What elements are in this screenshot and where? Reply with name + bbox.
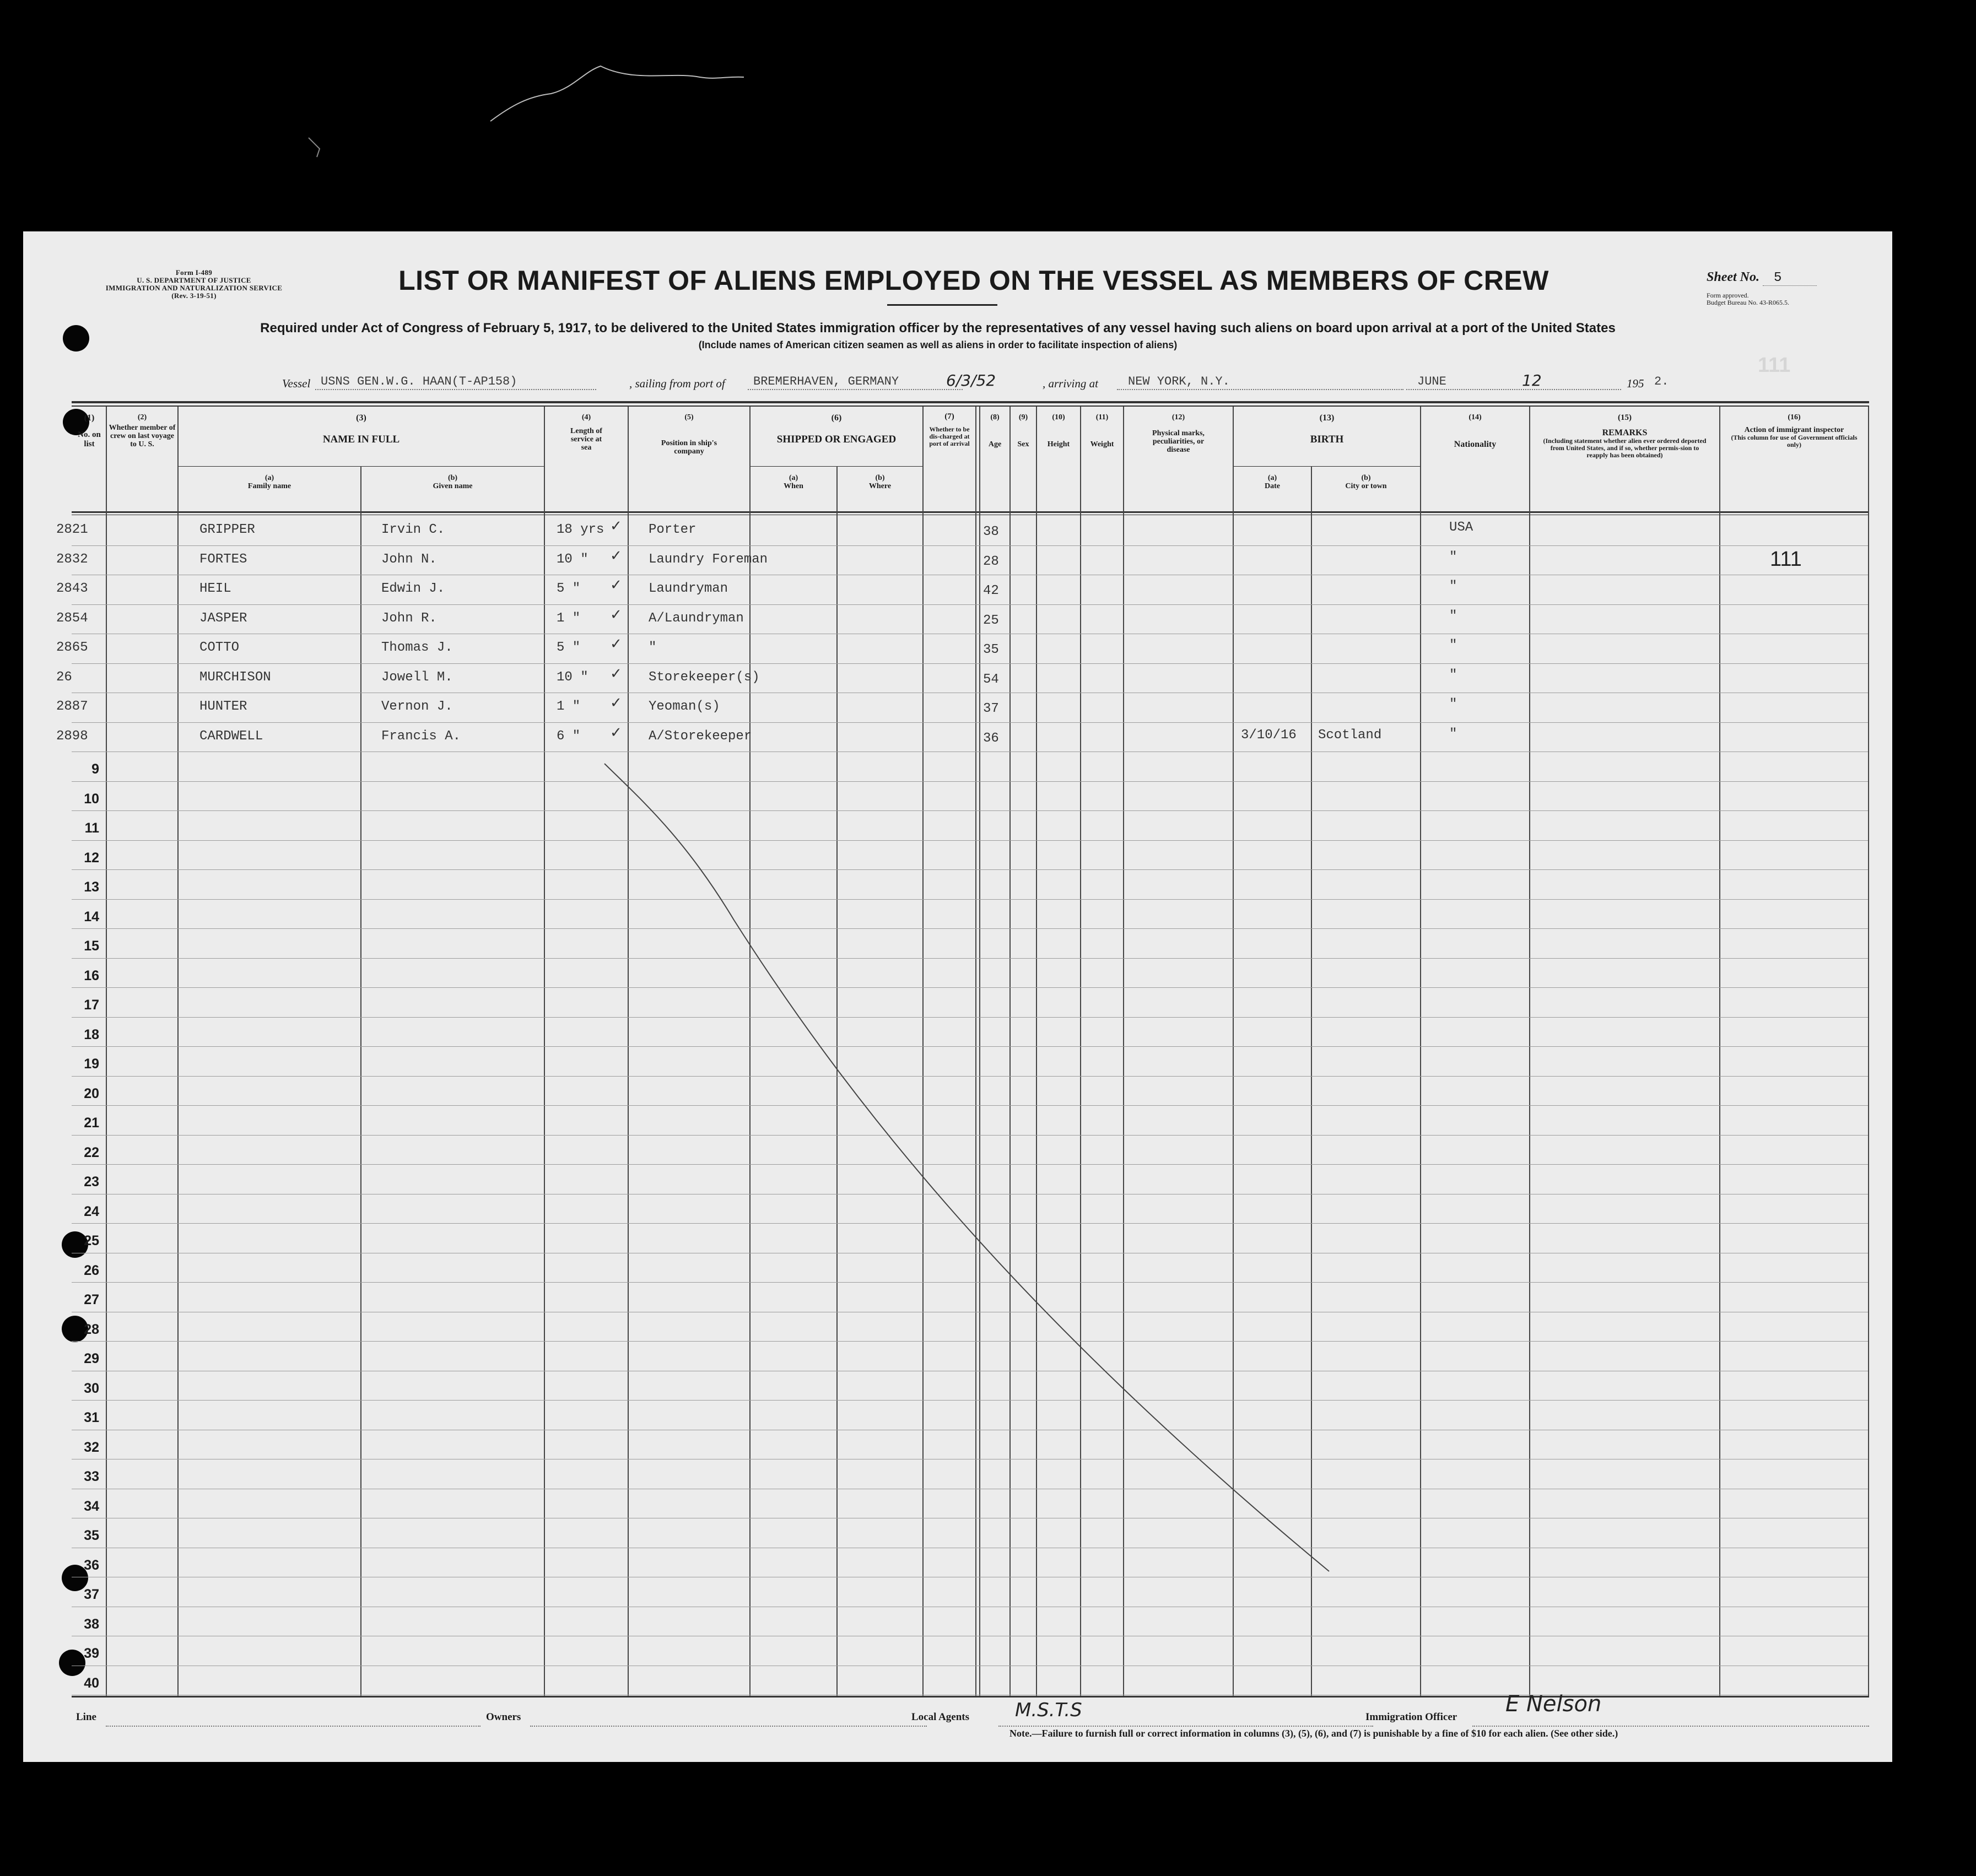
col7-number: (7) [944,412,954,421]
given-name: Edwin J. [381,581,445,596]
check-mark: ✓ [610,724,622,741]
age: 35 [983,642,999,657]
given-name: John R. [381,610,437,626]
owners-label: Owners [486,1711,521,1723]
ship-position: Laundry Foreman [649,552,768,567]
scratch-mark [0,0,1976,231]
col14-label: Nationality [1454,440,1497,449]
given-name: John N. [381,552,437,567]
line-number: 26 [56,669,72,685]
family-name: GRIPPER [199,522,255,537]
nationality: USA [1449,520,1473,535]
cancel-line [23,231,1892,1762]
row-number: 29 [84,1351,99,1366]
legal-requirement: Required under Act of Congress of February 5, 1917, to be delivered to the United States immigration officer by the representatives of any vessel having such aliens on board upon arrival at a port of the United States [260,321,1616,336]
check-mark: ✓ [610,547,622,564]
form-title: LIST OR MANIFEST OF ALIENS EMPLOYED ON THE VESSEL AS MEMBERS OF CREW [398,265,1549,296]
row-number: 33 [84,1469,99,1484]
ship-position: Storekeeper(s) [649,669,760,685]
age: 37 [983,701,999,716]
sailing-date: 6/3/52 [946,371,996,390]
check-mark: ✓ [610,636,622,652]
age: 38 [983,525,999,539]
ship-position: Laundryman [649,581,728,596]
family-name: FORTES [199,552,247,567]
col11-number: (11) [1095,413,1109,421]
row-number: 11 [84,820,99,836]
line-number: 2865 [56,640,88,655]
row-number: 40 [84,1675,99,1691]
family-name: CARDWELL [199,728,263,744]
col10-number: (10) [1052,413,1065,421]
row-number: 25 [84,1233,99,1248]
check-mark: ✓ [610,665,622,682]
row-number: 37 [84,1587,99,1602]
given-name: Irvin C. [381,522,445,537]
line-number: 2854 [56,610,88,626]
birth-place: Scotland [1318,727,1382,743]
family-name: MURCHISON [199,669,271,685]
nationality: " [1449,549,1457,565]
ship-position: Yeoman(s) [649,699,720,714]
include-note: (Include names of American citizen seamen as well as aliens in order to facilitate inspection of aliens) [698,339,1178,350]
family-name: JASPER [199,610,247,626]
given-name: Francis A. [381,728,461,744]
sheet-label: Sheet No. [1707,270,1759,284]
given-name: Jowell M. [381,669,453,685]
ship-position: " [649,640,657,655]
col14-number: (14) [1468,413,1482,421]
col15-subtext: (Including statement whether alien ever ordered deported from United States, and if so, whether permis-sion to reapply has been obtained) [1543,437,1707,459]
col13a-header: (a) Date [1265,474,1280,490]
nationality: " [1449,697,1457,712]
row-number: 21 [84,1115,99,1131]
nationality: " [1449,608,1457,624]
row-number: 15 [84,938,99,954]
check-mark: ✓ [610,518,622,534]
row-number: 36 [84,1557,99,1573]
col16-number: (16) [1788,413,1801,421]
row-number: 39 [84,1646,99,1661]
check-mark: ✓ [610,577,622,593]
line-number: 2843 [56,581,88,596]
col8-label: Age [988,440,1002,448]
line-number: 2898 [56,728,88,744]
row-number: 38 [84,1616,99,1632]
year-prefix: 195 [1627,377,1644,390]
age: 28 [983,554,999,569]
ship-position: A/Laundryman [649,610,744,626]
service-length: 5 " [557,581,581,596]
department: U. S. DEPARTMENT OF JUSTICE [137,276,251,284]
col6b-header: (b) Where [868,474,892,490]
col12-number: (12) [1171,413,1185,421]
col11-label: Weight [1090,440,1114,448]
row-number: 28 [84,1321,99,1337]
service-length: 1 " [557,610,581,626]
family-name: HEIL [199,581,231,596]
line-number: 2832 [56,552,88,567]
col2-number: (2) [137,413,147,421]
service-length: 10 " [557,552,589,567]
given-name: Vernon J. [381,699,453,714]
age: 42 [983,583,999,598]
col16-label: Action of immigrant inspector [1744,426,1844,434]
arrival-port: NEW YORK, N.Y. [1128,375,1230,388]
row-number: 9 [91,761,99,777]
row-number: 35 [84,1528,99,1543]
col3b-header: (b) Given name [433,474,473,490]
row-number: 19 [84,1056,99,1072]
nationality: " [1449,667,1457,683]
row-number: 18 [84,1026,99,1042]
form-number: Form I-489 [175,268,213,277]
row-number: 22 [84,1144,99,1160]
vessel-label: Vessel [282,377,311,390]
age: 25 [983,613,999,628]
row-number: 14 [84,909,99,925]
col15-number: (15) [1618,413,1632,422]
penalty-note: Note.—Failure to furnish full or correct information in columns (3), (5), (6), and (7) is punishable by a fine of $10 for each alien. (See other side.) [1009,1728,1618,1739]
col6-number: (6) [831,413,842,423]
service: IMMIGRATION AND NATURALIZATION SERVICE [105,284,283,292]
col5-number: (5) [684,413,694,421]
row-number: 31 [84,1410,99,1425]
col1-label: No. on list [78,430,101,448]
family-name: HUNTER [199,699,247,714]
col10-label: Height [1047,440,1070,448]
age: 54 [983,672,999,687]
col8-number: (8) [990,413,1000,421]
service-length: 18 yrs [557,522,604,537]
row-number: 10 [84,791,99,807]
line-label: Line [76,1711,96,1723]
col5-label: Position in ship's company [661,439,717,456]
col3-number: (3) [356,413,366,423]
ship-position: Porter [649,522,697,537]
col9-label: Sex [1017,440,1029,448]
col3a-header: (a) Family name [247,474,291,490]
check-mark: ✓ [610,606,622,623]
agents-value: M.S.T.S [1015,1699,1082,1721]
manifest-sheet [23,231,1892,1762]
line-number: 2887 [56,699,88,714]
col16-subtext: (This column for use of Government officials only) [1731,434,1858,448]
nationality: " [1449,579,1457,594]
year-suffix: 2. [1654,375,1669,388]
birth-date: 3/10/16 [1241,727,1297,743]
service-length: 5 " [557,640,581,655]
service-length: 6 " [557,728,581,744]
ship-position: A/Storekeeper [649,728,752,744]
service-length: 1 " [557,699,581,714]
nationality: " [1449,638,1457,653]
vessel-name: USNS GEN.W.G. HAAN(T-AP158) [321,375,517,388]
officer-signature: E Nelson [1505,1691,1602,1717]
row-number: 13 [84,879,99,895]
inspector-action: 111 [1770,547,1802,571]
col3-label: NAME IN FULL [322,434,400,445]
arrival-month: JUNE [1417,375,1446,388]
departure-port: BREMERHAVEN, GERMANY [753,375,899,388]
col1-number: (1) [84,413,95,423]
row-number: 20 [84,1085,99,1101]
row-number: 32 [84,1439,99,1455]
row-number: 24 [84,1203,99,1219]
approval-line: Budget Bureau No. 43-R065.5. [1707,299,1789,306]
row-number: 27 [84,1292,99,1307]
sheet-value: 5 [1763,271,1817,286]
line-number: 2821 [56,522,88,537]
row-number: 34 [84,1498,99,1514]
row-number: 16 [84,967,99,983]
faint-stamp: 111 [1758,354,1791,377]
row-number: 17 [84,997,99,1013]
approval-line: Form approved. [1707,291,1749,299]
row-number: 12 [84,850,99,866]
nationality: " [1449,726,1457,742]
col12-label: Physical marks, peculiarities, or disease [1152,429,1205,454]
col6a-header: (a) When [784,474,803,490]
col7-label: Whether to be dis-charged at port of arrival [929,425,970,447]
col9-number: (9) [1018,413,1028,421]
revision: (Rev. 3-19-51) [171,291,217,300]
col4-number: (4) [581,413,591,421]
officer-label: Immigration Officer [1365,1711,1457,1723]
row-number: 30 [84,1380,99,1396]
agents-label: Local Agents [911,1711,970,1723]
sailing-label: , sailing from port of [629,377,725,390]
given-name: Thomas J. [381,640,453,655]
col6-label: SHIPPED OR ENGAGED [776,434,897,445]
col2-label: Whether member of crew on last voyage to U. S. [109,424,176,448]
service-length: 10 " [557,669,589,685]
row-number: 23 [84,1174,99,1190]
arriving-label: , arriving at [1043,377,1098,390]
check-mark: ✓ [610,695,622,711]
family-name: COTTO [199,640,240,655]
col4-label: Length of service at sea [570,427,602,452]
arrival-day: 12 [1522,371,1542,390]
col15-label: REMARKS [1602,428,1648,437]
col13-number: (13) [1319,413,1335,423]
col13-label: BIRTH [1310,434,1344,445]
col13b-header: (b) City or town [1345,474,1387,490]
row-number: 26 [84,1262,99,1278]
age: 36 [983,731,999,746]
